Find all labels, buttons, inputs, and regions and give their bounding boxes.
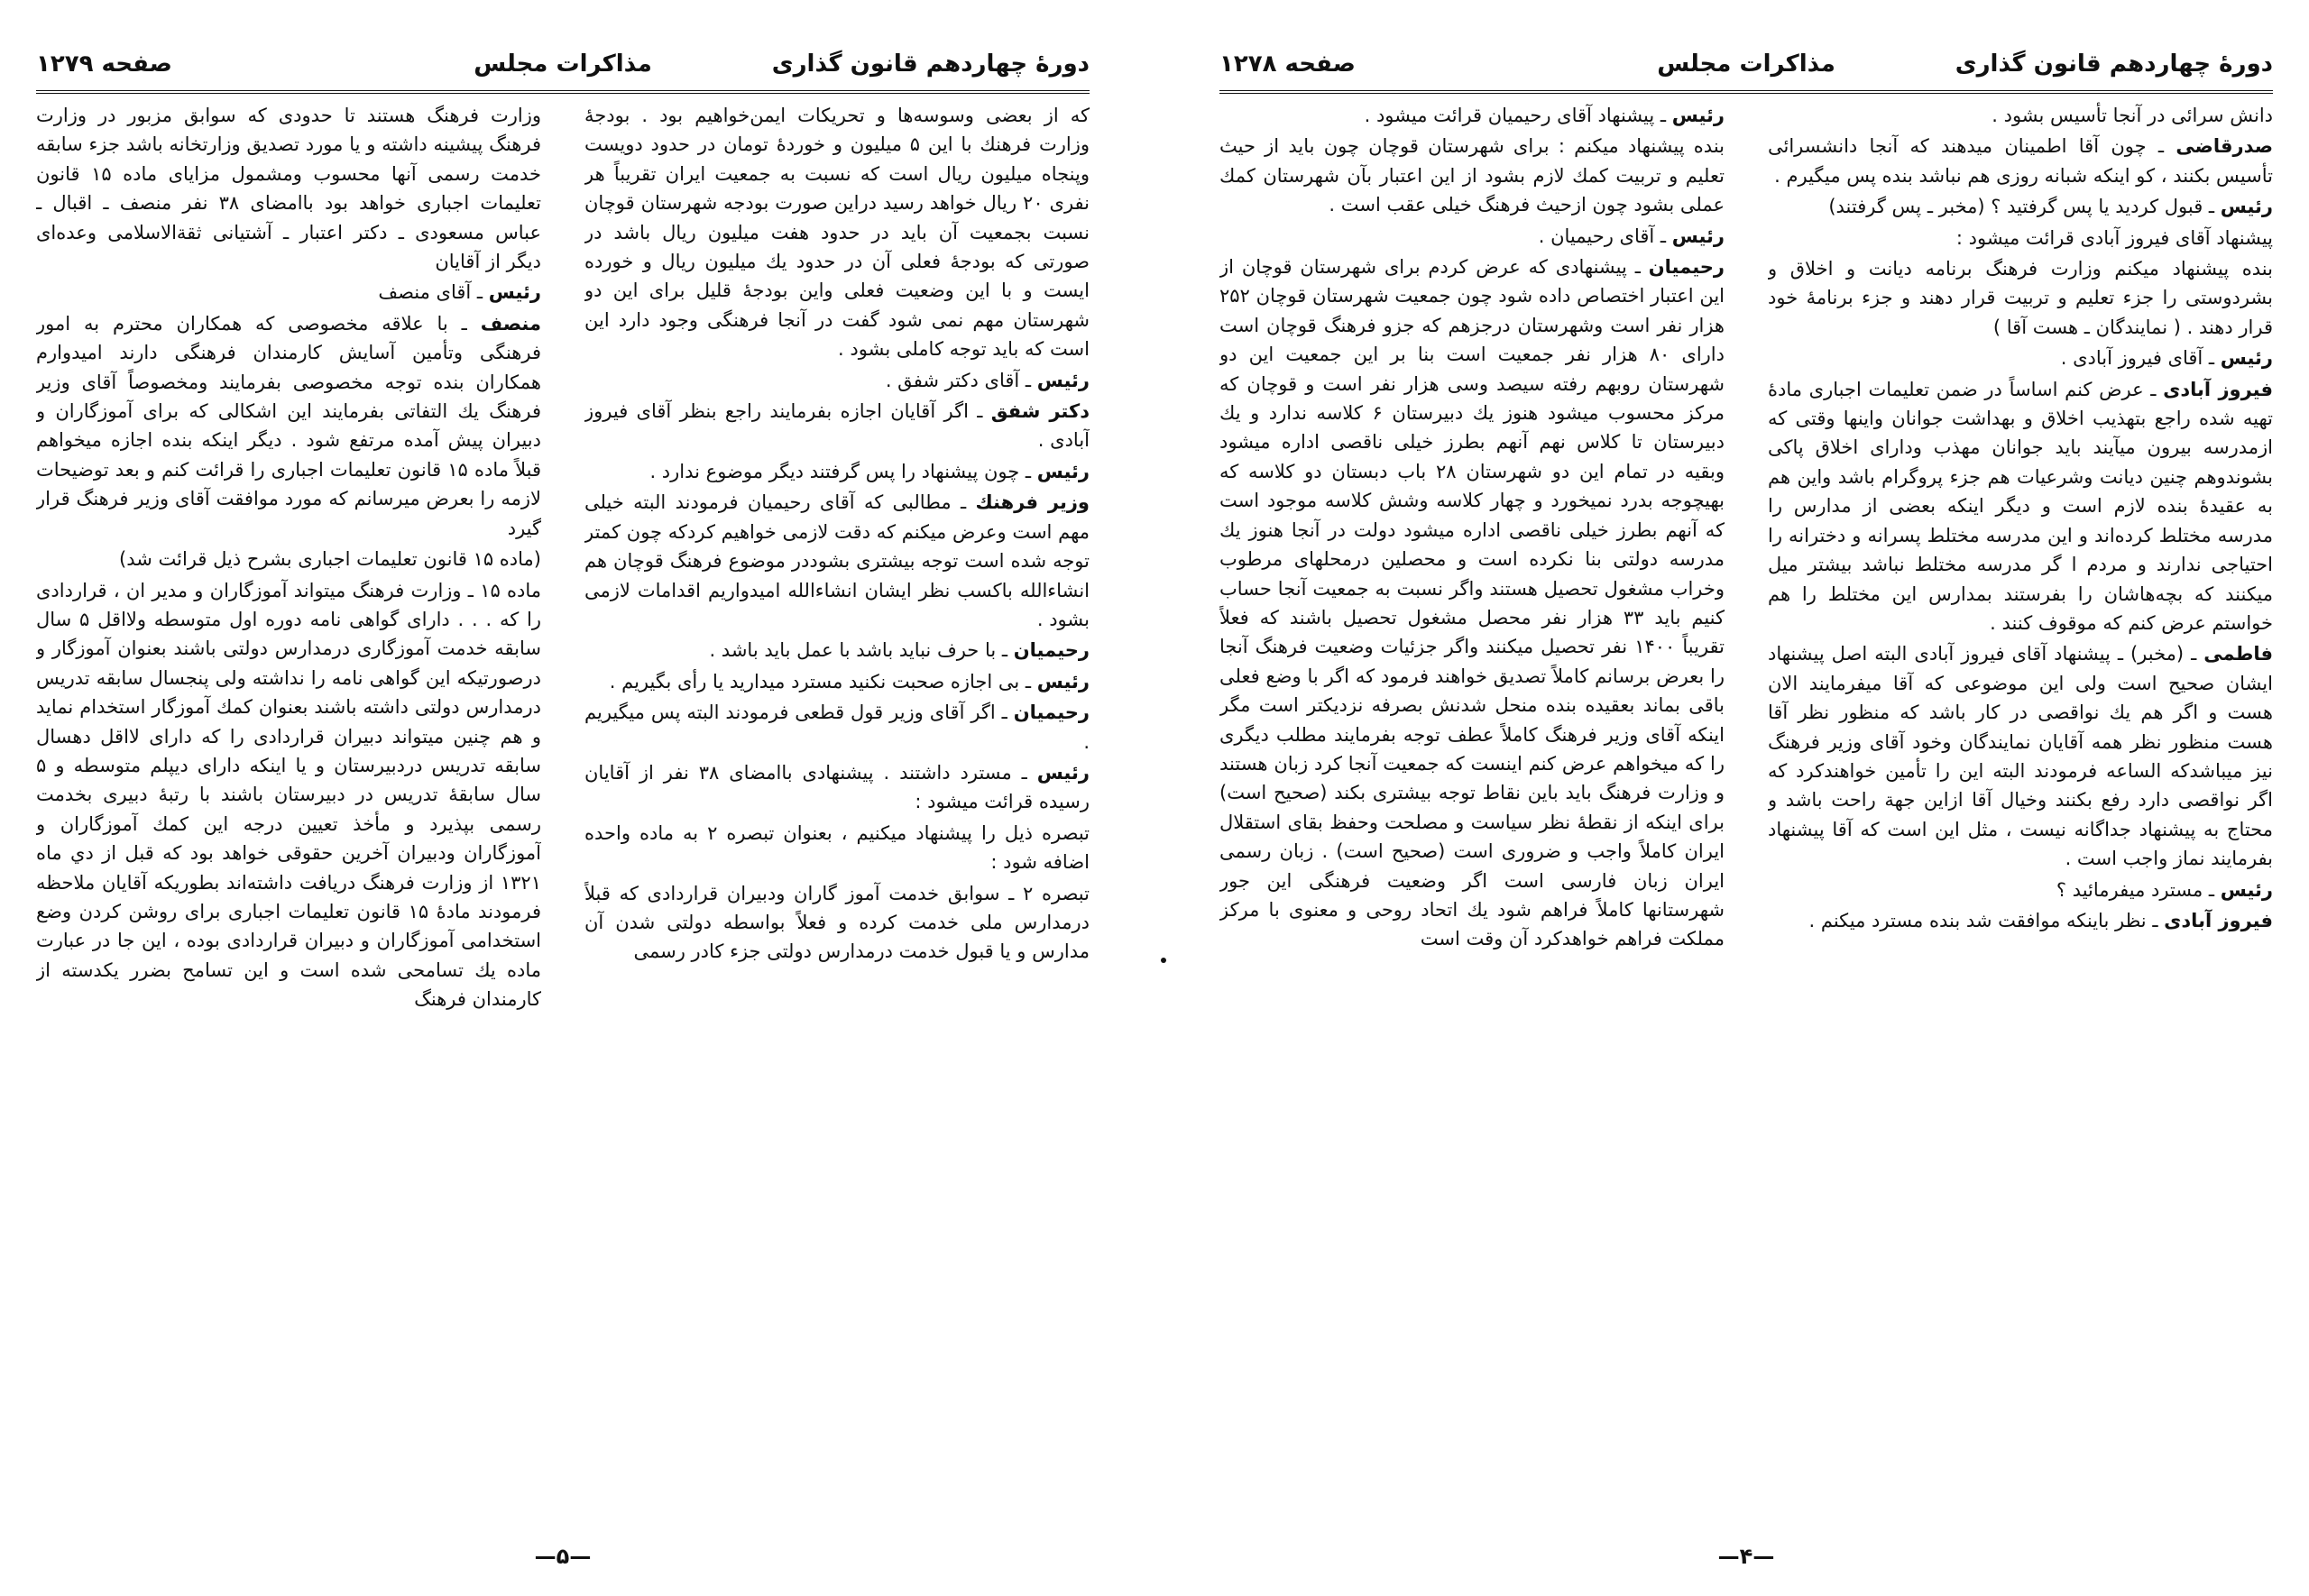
speaker-name: رئيس [2220, 878, 2273, 901]
speaker-dash: ـ [996, 639, 1014, 662]
page-number: —۵— [534, 1544, 592, 1569]
page-label: صفحه ۱۲۷۹ [36, 50, 172, 78]
paragraph-text: بنده پيشنهاد ميكنم وزارت فرهنگ برنامه ديانت و اخلاق و بشردوستى را جزء تعليم و تربيت قرار دهند و جزء برنامهٔ خود قرار دهند . ( نمايندگان ـ هست آقا ) [1768, 258, 2273, 338]
header-title: مذاکرات مجلس [474, 50, 652, 78]
paragraph [1219, 222, 1725, 251]
paragraph [584, 758, 1090, 817]
header-title: مذاكرات مجلس [1657, 50, 1835, 78]
paragraph [1219, 132, 1725, 219]
paragraph-text: چون آقا اطمينان ميدهند كه آنجا دانشسرائى تأسيس بكنند ، كو اينكه شبانه روزى هم نباشد بنده پس ميگيرم . [1768, 135, 2273, 187]
paragraph-text: (ماده ۱۵ قانون تعليمات اجبارى بشرح ذيل قرائت شد) [119, 548, 541, 571]
speaker-dash: ـ [1019, 460, 1037, 482]
paragraph-text: پيشنهاد آقاى رحيميان قرائت ميشود . [1364, 105, 1655, 126]
paragraph [1219, 252, 1725, 954]
paragraph-text: اگر آقاى وزير قول قطعى فرمودند البته پس ميگيريم . [584, 702, 1090, 753]
session-label: دورهٔ چهاردهم قانون گذاری [771, 50, 1090, 78]
paragraph [584, 667, 1090, 696]
paragraph [36, 545, 541, 573]
paragraph-text: آقاى منصف [378, 281, 472, 304]
paragraph-text: مسترد داشتند . پيشنهادى باامضاى ۳۸ نفر از آقايان رسيده قرائت ميشود : [584, 761, 1090, 813]
paragraph [584, 101, 1090, 364]
speaker-dash: ـ [968, 400, 991, 423]
speaker-dash: ـ [471, 281, 489, 304]
speaker-dash: ـ [1654, 225, 1672, 247]
paragraph-text: بى اجازه صحبت نكنيد مسترد ميداريد يا رأى بگيريم . [609, 670, 1020, 693]
speaker-dash: ـ [2203, 878, 2221, 901]
speaker-name: فاطمى [2203, 643, 2273, 665]
paragraph-text: چون پيشنهاد را پس گرفتند ديگر موضوع ندارد . [649, 460, 1020, 482]
speaker-dash: ـ [2203, 196, 2221, 218]
paragraph-text: كه از بعضى وسوسه‌ها و تحريكات ايمن‌خواهيم بود . بودجهٔ وزارت فرهنك با اين ۵ ميليون و خوردهٔ تومان در حدود دويست وپنجاه ميليون ريال است كه نسبت به جمعيت ايران تقريباً هر نفرى ۲۰ ريال خواهد رسيد دراين صورت بودجه شهرستان قوچان نسبت بجمعيت آن بايد در حدود هفت ميليون ريال باشد در صورتى كه بودجهٔ فعلى آن در حدود يك ميليون ريال و خورده ايست و با اين وضعيت فعلى واين بودجهٔ قليل براى اين دو شهرستان مهم نمى شود گفت در آنجا فرهنگى وجود دارد اين است كه بايد توجه كاملى بشود . [584, 105, 1090, 361]
paragraph-text: آقاى دكتر شفق . [885, 369, 1020, 391]
speaker-dash: ـ [951, 491, 976, 514]
paragraph [1768, 344, 2273, 372]
speaker-dash: ـ [2143, 378, 2164, 400]
speaker-name: فيروز آبادى [2163, 378, 2273, 400]
speaker-dash: ـ [2203, 347, 2221, 370]
speaker-name: رئيس [1671, 105, 1725, 126]
paragraph-text: عرض كنم اساساً در ضمن تعليمات اجبارى مادهٔ تهيه شده راجع بتهذيب اخلاق و بهداشت جوانان واينها وقتى كه ازمدرسه بيرون ميآيند بايد جوانان مهذب ودارای اخلاق پاكى بشوندوهم چنين ديانت وشرعيات هم جزء پروگرام باشد واين هم به عقيدهٔ بنده لازم است و ديگر اينكه بعضى از مدارس را مدرسه مختلط كرده‌اند و اين مدرسه مختلط پسرانه و دخترانه را احتياجى ندارند و مردم ا گر مدرسه مختلط نباشد بيشتر ميل ميكنند كه بچه‌هاشان را بفرستند بمدارس اين مختلط را هم خواستم عرض كنم كه موقوف كنند . [1768, 378, 2273, 634]
paragraph [584, 636, 1090, 665]
speaker-name: رئيس [2220, 347, 2273, 370]
paragraph [36, 278, 541, 307]
left-column [1219, 101, 1725, 1526]
page-header [1219, 43, 2273, 94]
speaker-name: رحيميان [1013, 702, 1090, 724]
speaker-dash: ـ [2146, 909, 2165, 931]
paragraph [584, 397, 1090, 455]
paragraph [1768, 101, 2273, 130]
right-column [584, 101, 1090, 1526]
book-gutter [1108, 54, 1154, 1551]
paragraph [584, 698, 1090, 757]
page-number: —۴— [1717, 1544, 1775, 1569]
paragraph-text: دانش سرائى در آنجا تأسيس بشود . [1992, 105, 2273, 126]
paragraph-text: بنده پيشنهاد ميكنم : براى شهرستان قوچان چون بايد از حيث تعليم و تربيت كمك لازم بشود از اين اعتبار بآن شهرستان كمك عملى بشود چون ازحيث فرهنگ خيلى عقب است . [1219, 135, 1725, 216]
speaker-name: صدرقاضى [2176, 135, 2273, 158]
speaker-name: رحيميان [1648, 256, 1725, 279]
speaker-name: دكتر شفق [990, 400, 1090, 423]
text-columns [36, 101, 1090, 1526]
paragraph-text: اگر آقايان اجازه بفرمايند راجع بنظر آقاى فيروز آبادى . [584, 400, 1090, 452]
speaker-dash: ـ [1019, 369, 1037, 391]
left-column [36, 101, 541, 1526]
speaker-name: وزير فرهنك [975, 491, 1090, 514]
speaker-dash: ـ [1011, 761, 1037, 784]
paragraph [584, 879, 1090, 967]
right-column [1768, 101, 2273, 1526]
paragraph-text: مسترد ميفرمائيد ؟ [2056, 878, 2203, 901]
paragraph-text: با حرف نبايد باشد با عمل بايد باشد . [709, 639, 997, 662]
paragraph [1768, 639, 2273, 873]
speaker-name: رحيميان [1013, 639, 1090, 662]
paragraph [36, 309, 541, 543]
paragraph-text: آقاى رحيميان . [1538, 225, 1655, 247]
session-label: دورهٔ چهاردهم قانون گذارى [1955, 50, 2273, 78]
speaker-dash: ـ [2184, 643, 2204, 665]
speaker-dash: ـ [447, 312, 481, 335]
paragraph [584, 457, 1090, 486]
speaker-dash: ـ [1626, 256, 1649, 279]
paragraph-text: تبصره ذيل را پيشنهاد ميكنيم ، بعنوان تبصره ۲ به ماده واحده اضافه شود : [584, 821, 1090, 874]
paragraph [36, 101, 541, 276]
page-1279 [36, 43, 1090, 1569]
paragraph [1768, 132, 2273, 190]
paragraph-text: آقاى فيروز آبادى . [2060, 347, 2203, 370]
paragraph [584, 488, 1090, 634]
paragraph-text: پيشنهادى كه عرض كردم براى شهرستان قوچان از اين اعتبار اختصاص داده شود چون جمعيت شهرستان قوچان ۲۵۲ هزار نفر است وشهرستان درجزهم كه جزو فرهنگ قوچان است داراى ۸۰ هزار نفر جمعيت است بنا بر اين جمعيت اين دو شهرستان روبهم رفته سيصد وسى هزار نفر است و قوچان كه مركز محسوب ميشود هنوز يك دبيرستان ۶ كلاسه ندارد و يك دبيرستان تا كلاس نهم آنهم بطرز خيلى ناقصى اداره ميشود وبقيه در تمام اين دو شهرستان ۲۸ باب دبستان دو كلاسه كه بهيچوجه بدرد نميخورد و چهار كلاسه وشش كلاسه موجود است كه آنهم بطرز خيلى ناقصى اداره ميشود دولت در آنجا هنوز يك مدرسه دولتى بنا نكرده است و محصلين درمحلهاى مرطوب وخراب مشغول تحصيل هستند واگر نسبت به جمعيت آنجا حساب كنيم بايد ۳۳ هزار نفر محصل مشغول تحصيل باشند كه فعلاً تقريباً ۱۴۰۰ نفر تحصيل ميكنند واگر جزئيات وضعيت فرهنگ آنجا را بعرض برسانم كاملاً تصديق خواهند فرمود كه اگر با وضع فعلى باقى بماند بعقيده بنده منحل شدنش بصرفه نزديكتر است مگر اينكه آقاى وزير فرهنگ كاملاً عطف توجه بفرمايند مطلب ديگرى را كه ميخواهم عرض كنم اينست كه جمعيت آنجا كرد زبان هستند و وزارت فرهنگ بايد باين نقاط توجه بيشترى بكند (صحيح است) براى اينكه از نقطهٔ نظر سياست و مصلحت وحفظ بقاى استقلال ايران كاملاً واجب و ضرورى است (صحيح است) . زبان رسمى ايران زبان فارسى است اگر وضعيت فرهنگى اين جور شهرستانها كاملاً فراهم شود يك اتحاد روحى و معنوى با مركز مملكت فراهم خواهدكرد آن وقت است [1219, 256, 1725, 950]
paragraph-text: وزارت فرهنگ هستند تا حدودى كه سوابق مزبور در وزارت فرهنگ پيشينه داشته و يا مورد تصديق وزارتخانه باشد جزء سابقه خدمت رسمى آنها محسوب ومشمول مزاياى ماده ۱۵ قانون تعليمات اجبارى خواهد بود باامضاى ۳۸ نفر منصف ـ اقبال ـ عباس مسعودى ـ دكتر اعتبار ـ آشتيانى ثقةالاسلامى وعده‌اى ديگر از آقايان [36, 105, 541, 273]
speaker-name: رئيس [1036, 670, 1090, 693]
paragraph-text: قبول كرديد يا پس گرفتيد ؟ (مخبر ـ پس گرفتند) [1828, 196, 2203, 218]
speaker-name: فيروز آبادى [2164, 909, 2273, 931]
speaker-dash: ـ [2146, 135, 2176, 158]
ink-mark [1161, 958, 1166, 963]
paragraph [36, 576, 541, 1014]
speaker-name: رئيس [488, 281, 541, 304]
paragraph-text: با علاقه مخصوصى كه همكاران محترم به امور فرهنگى وتأمين آسايش كارمندان فرهنگى دارند اميدوارم همكاران بنده توجه مخصوصى بفرمايند ومخصوصاً آقاى وزير فرهنگ يك التفاتى بفرمايند اين اشكالى كه براى آموزگاران و دبيران پيش آمده مرتفع شود . ديگر اينكه بنده اجازه ميخواهم قبلاً ماده ۱۵ قانون تعليمات اجبارى را قرائت كنم و بعد توضيحات لازمه را بعرض ميرسانم كه مورد موافقت آقاى وزير فرهنگ قرار گيرد [36, 312, 541, 539]
paragraph [1768, 224, 2273, 252]
page-header [36, 43, 1090, 94]
paragraph-text: نظر باينكه موافقت شد بنده مسترد ميكنم . [1808, 909, 2147, 931]
speaker-name: رئيس [1036, 761, 1090, 784]
speaker-dash: ـ [995, 702, 1014, 724]
paragraph-text: پيشنهاد آقاى فيروز آبادى قرائت ميشود : [1955, 226, 2273, 249]
paragraph [1768, 906, 2273, 935]
paragraph [1768, 375, 2273, 638]
speaker-name: رئيس [1036, 369, 1090, 391]
speaker-dash: ـ [1654, 105, 1672, 126]
speaker-name: منصف [480, 312, 541, 335]
paragraph [1768, 254, 2273, 342]
paragraph [1768, 192, 2273, 221]
paragraph [1219, 101, 1725, 130]
speaker-dash: ـ [1019, 670, 1037, 693]
paragraph [1768, 876, 2273, 904]
paragraph [584, 366, 1090, 395]
page-label: صفحه ۱۲۷۸ [1219, 50, 1356, 78]
paragraph-text: تبصره ۲ ـ سوابق خدمت آموز گاران ودبيران قراردادى كه قبلاً درمدارس ملى خدمت كرده و فعلاً بواسطه دولتى شدن آن مدارس و يا قبول خدمت درمدارس دولتى جزء كادر رسمى [584, 882, 1090, 963]
paragraph-text: مطالبى كه آقاى رحيميان فرمودند البته خيلى مهم است وعرض ميكنم كه دقت لازمى خواهيم كردكه چون كمتر توجه شده است توجه بيشترى بشوددر موضوع فرهنگ قوچان هم انشاءالله باكسب نظر ايشان انشاءالله اميدواريم اقدامات لازمى بشود . [584, 491, 1090, 630]
speaker-name: رئيس [2220, 196, 2273, 218]
paragraph [584, 819, 1090, 877]
page-1278 [1219, 43, 2273, 1569]
text-columns [1219, 101, 2273, 1526]
paragraph-text: (مخبر) ـ پيشنهاد آقاى فيروز آبادى البته اصل پيشنهاد ايشان صحيح است ولى اين موضوعى كه آقا ميفرمايند الان هست و اگر هم يك نواقصى در كار باشد كه منظور نظر آقا هست منظور نظر همه آقايان نمايندگان وخود آقاى وزير فرهنگ نيز ميباشدكه الساعه فرمودند البته اين را تأمين خواهندكرد كه اگر نواقصى دارد رفع بكنند وخيال آقا ازاين جهة راحت باشد و محتاج به پيشنهاد جداگانه نيست ، مثل اين است كه آقا پيشنهاد بفرمايند نماز واجب است . [1768, 643, 2273, 870]
speaker-name: رئيس [1036, 460, 1090, 482]
speaker-name: رئيس [1671, 225, 1725, 247]
paragraph-text: ماده ۱۵ ـ وزارت فرهنگ ميتواند آموزگاران و مدير ان ، قراردادى را كه . . . داراى گواهى نامه دوره اول متوسطه ولااقل ۵ سال سابقه خدمت آموزگارى درمدارس دولتى باشند بعنوان آموزگار و درصورتيكه اين گواهى نامه را نداشته ولى پنجسال سابقه تدريس درمدارس دولتى داشته باشند بعنوان كمك آموزگار استخدام نمايد و هم چنين ميتواند دبيران قراردادى را كه داراى لااقل دهسال سابقه تدريس دردبيرستان و يا اينكه داراى ديپلم متوسطه و ۵ سال سابقهٔ تدريس در دبيرستان باشند با رتبهٔ دبيرى بخدمت رسمى بپذيرد و مأخذ تعيين درجه اين كمك آموزگاران و آموزگاران ودبيران آخرين حقوقى خواهد بود كه قبل از دي ماه ۱۳۲۱ از وزارت فرهنگ دريافت داشته‌اند بطوريكه آقايان ملاحظه فرمودند مادهٔ ۱۵ قانون تعليمات اجبارى براى روشن كردن وضع استخدامى آموزگاران و دبيران قراردادى بوده ، اين جا در عبارت ماده يك تسامحى شده است و اين تسامح بضرر يكدسته از كارمندان فرهنگ [36, 579, 541, 1011]
